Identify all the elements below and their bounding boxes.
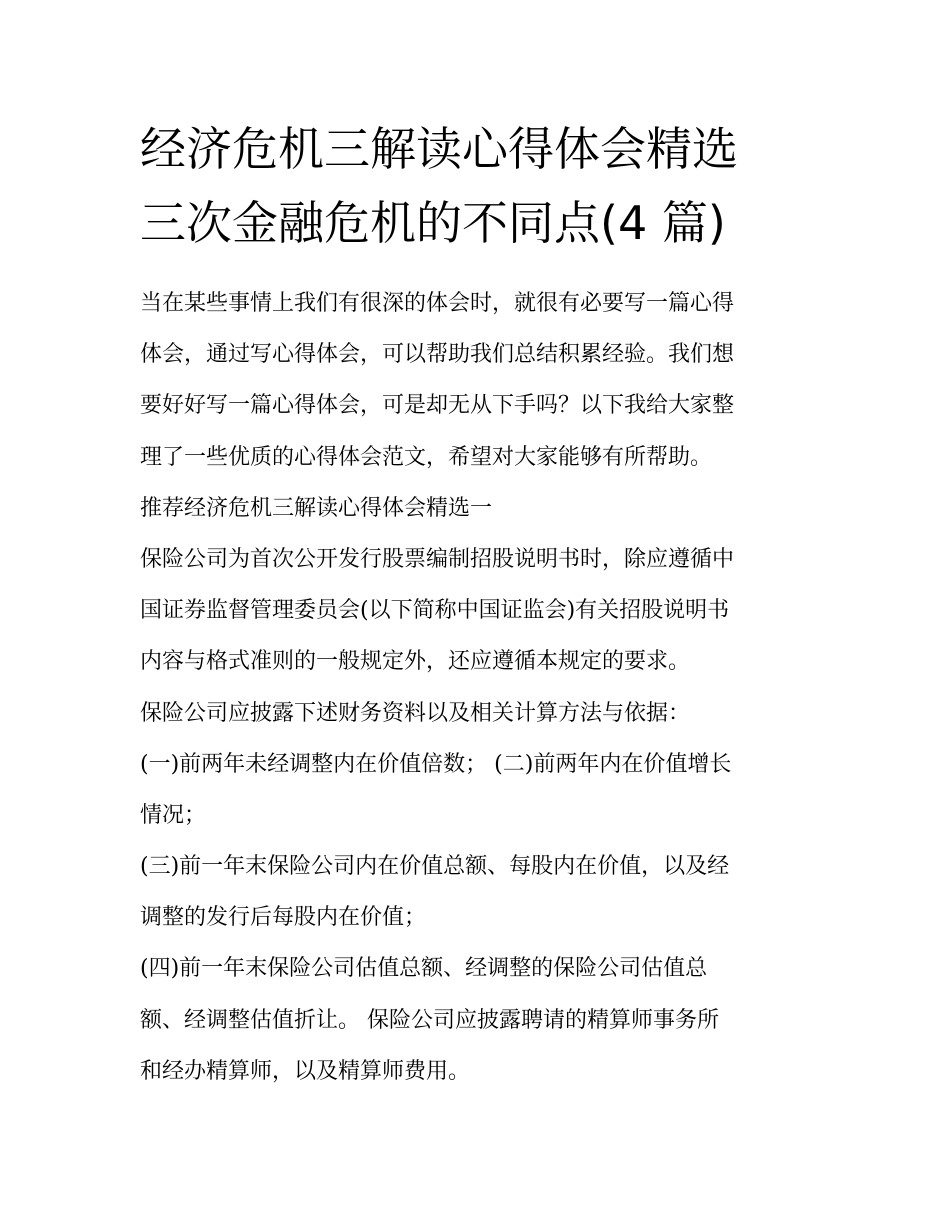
- list-item: (一)前两年未经调整内在价值倍数； (二)前两年内在价值增长: [140, 751, 732, 777]
- list-item: (三)前一年末保险公司内在价值总额、每股内在价值，以及经: [140, 854, 730, 880]
- list-item: 额、经调整估值折让。 保险公司应披露聘请的精算师事务所: [140, 1007, 719, 1033]
- list-item: (四)前一年末保险公司估值总额、经调整的保险公司估值总: [140, 956, 708, 982]
- body-line: 要好好写一篇心得体会，可是却无从下手吗？以下我给大家整: [140, 393, 735, 419]
- title-line-1: 经济危机三解读心得体会精选: [140, 122, 738, 176]
- body-line: 理了一些优质的心得体会范文，希望对大家能够有所帮助。: [140, 444, 713, 470]
- document-body: [140, 278, 830, 1097]
- body-line: 保险公司应披露下述财务资料以及相关计算方法与依据：: [140, 700, 691, 726]
- body-line: 体会，通过写心得体会，可以帮助我们总结积累经验。我们想: [140, 342, 735, 368]
- list-item: 情况；: [140, 802, 207, 828]
- body-line: 国证券监督管理委员会(以下简称中国证监会)有关招股说明书: [140, 598, 730, 624]
- body-line: 内容与格式准则的一般规定外，还应遵循本规定的要求。: [140, 649, 691, 675]
- body-line: 和经办精算师，以及精算师费用。: [140, 1058, 471, 1084]
- body-line: 当在某些事情上我们有很深的体会时，就很有必要写一篇心得: [140, 291, 735, 316]
- list-item: 调整的发行后每股内在价值；: [140, 905, 427, 931]
- section-heading: 推荐经济危机三解读心得体会精选一: [140, 495, 493, 521]
- body-line: 保险公司为首次公开发行股票编制招股说明书时，除应遵循中: [140, 546, 735, 572]
- title-line-2: 三次金融危机的不同点(4 篇): [140, 196, 726, 250]
- document-title: [140, 112, 840, 260]
